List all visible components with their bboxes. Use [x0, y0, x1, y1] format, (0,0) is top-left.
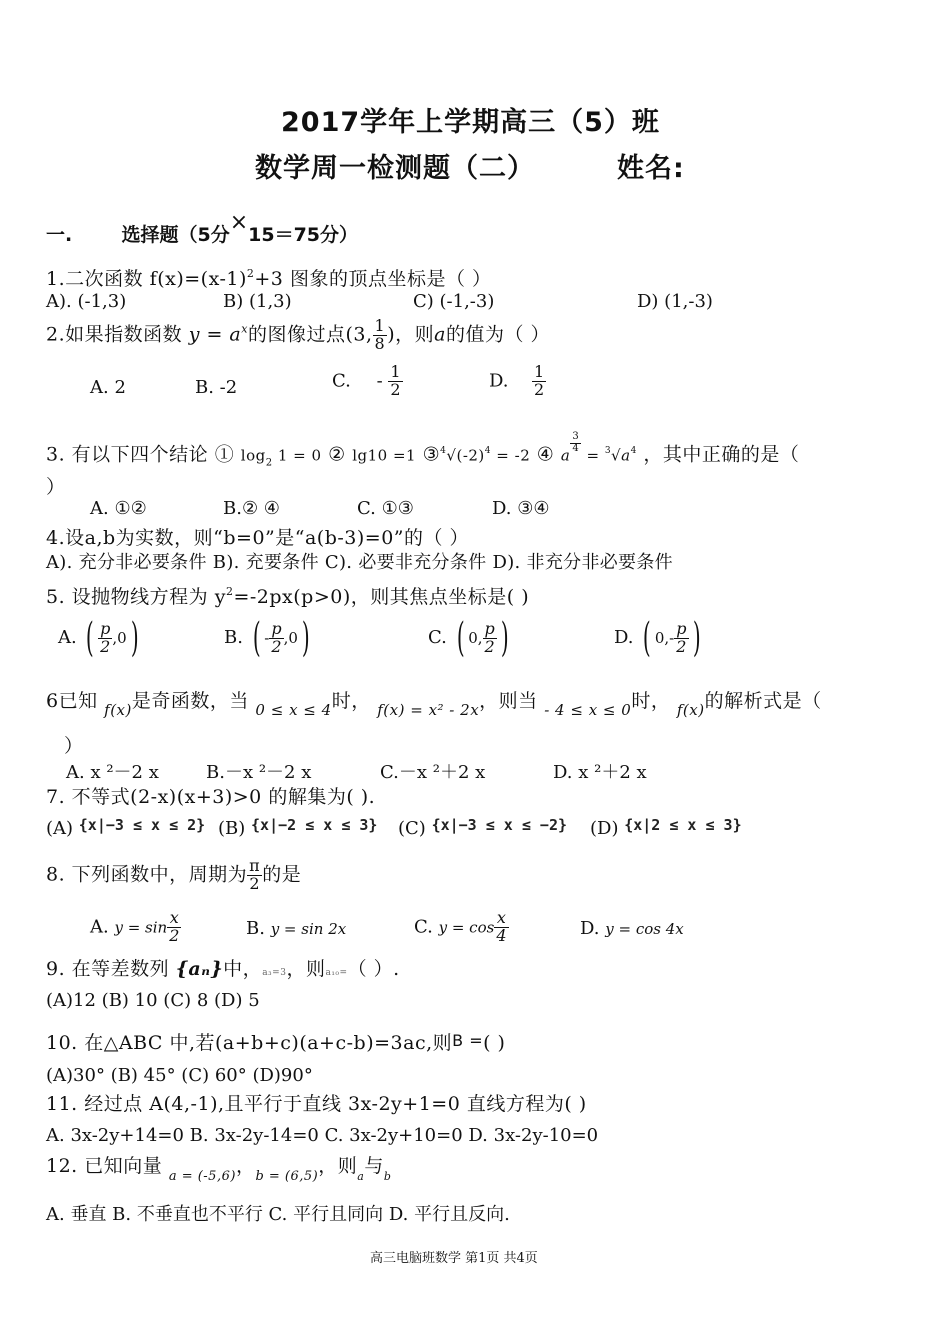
q5-d-den: 2	[676, 636, 687, 656]
q2-stem-d: 的值为（ ）	[445, 323, 551, 346]
q1-option-a: A). (-1,3)	[46, 291, 127, 312]
times-symbol: ×	[229, 210, 249, 235]
q6-f3: f(x)	[676, 701, 705, 719]
section-heading	[46, 210, 359, 247]
q2-stem-c: ，则	[395, 323, 435, 346]
q3-e3sup: 4	[484, 446, 492, 457]
q3-e1a: log	[240, 446, 266, 465]
q9-options: (A)12 (B) 10 (C) 8 (D) 5	[46, 990, 260, 1011]
q10-stem-a: 10. 在△ABC 中,若(a+b+c)(a+c-b)=3ac,则	[46, 1032, 453, 1054]
q3-e1b: 1 = 0	[272, 446, 322, 465]
q2-d-num: 1	[533, 362, 545, 381]
q3-e3b: √(-2)	[446, 446, 485, 465]
q5-a-label: A.	[58, 627, 77, 648]
q5-stem-a: 5. 设抛物线方程为 y	[46, 586, 226, 608]
q5-a-tail: ,0	[112, 629, 127, 647]
q2-stem-b: 的图像过点	[247, 323, 346, 346]
q7-option-c	[398, 818, 567, 839]
q2-func-sup: x	[241, 322, 248, 336]
q8-num: π	[249, 856, 261, 875]
q3-circle-2: ②	[328, 443, 346, 466]
q7-option-b	[218, 818, 377, 839]
q9-stem-b: 中，	[223, 958, 263, 980]
q12-stem-c: ，则	[318, 1155, 358, 1177]
q1-stem-a: 1.二次函数 f(x)=(x-1)	[46, 268, 247, 290]
page-subtitle: 数学周一检测题（二）	[255, 153, 535, 184]
q3-option-c: C. ①③	[357, 498, 414, 519]
question-2	[46, 318, 550, 353]
q5-option-b: B. ( - $\frac{p}{2}$ ,0)	[224, 615, 310, 661]
q6-f2: f(x) = x² - 2x	[377, 701, 480, 719]
q3-option-b: B.② ④	[223, 498, 280, 519]
q5-b-den: 2	[271, 636, 282, 656]
q2-d-label: D.	[489, 370, 509, 392]
q4-options: A). 充分非必要条件 B). 充要条件 C). 必要非充分条件 D). 非充分非必要条件	[46, 552, 673, 573]
name-label: 姓名:	[617, 153, 685, 184]
q8-stem-a: 8. 下列函数中，周期为	[46, 863, 248, 886]
section-title-b: 15＝75分）	[248, 224, 359, 246]
q2-func: y = a	[188, 323, 242, 346]
q5-c-pre: 0,	[468, 629, 483, 647]
question-10	[46, 1028, 505, 1055]
q3-e4c: 3	[604, 446, 612, 457]
q9-stem-a: 9. 在等差数列	[46, 958, 170, 980]
q3-circle-1: ①	[214, 443, 235, 466]
q7-b-label: (B)	[218, 818, 246, 839]
q7-option-a	[46, 818, 205, 839]
question-4: 4.设a,b为实数，则“b=0”是“a(b-3)=0”的（ ）	[46, 527, 470, 549]
q7-a-set: {x|−3 ≤ x ≤ 2}	[78, 816, 206, 834]
q5-d-label: D.	[614, 627, 634, 648]
q6-option-c: C.－x ²＋2 x	[380, 762, 486, 783]
q3-e4sup: 4	[630, 446, 637, 457]
q6-stem-b: 是奇函数，当	[131, 690, 249, 712]
q6-continuation: ）	[64, 735, 84, 757]
q6-option-a: A. x ²－2 x	[66, 762, 159, 783]
q8-c-label: C.	[414, 916, 433, 938]
q8-a-label: A.	[90, 916, 109, 938]
page-footer: 高三电脑班数学 第1页 共4页	[370, 1251, 538, 1266]
q2-point-num: 1	[374, 316, 386, 335]
q11-options: A. 3x-2y+14=0 B. 3x-2y-14=0 C. 3x-2y+10=0 D. 3x-2y-10=0	[46, 1125, 599, 1146]
q8-b-expr: y = sin 2x	[270, 920, 347, 938]
q8-c-expr: y = cos	[438, 918, 495, 937]
q6-stem-c: 时，	[331, 690, 371, 712]
q3-option-a: A. ①②	[90, 498, 147, 519]
q6-option-d: D. x ²＋2 x	[553, 762, 647, 783]
q3-e4num: 3	[572, 431, 580, 442]
q7-d-set: {x|2 ≤ x ≤ 3}	[624, 816, 742, 834]
q12-stem-d: 与	[364, 1155, 384, 1177]
q5-c-label: C.	[428, 627, 447, 648]
question-1	[46, 264, 491, 291]
q9-stem-c: ，则	[286, 958, 326, 980]
q5-c-den: 2	[484, 636, 495, 656]
q1-sup: 2	[246, 267, 255, 280]
q8-option-a	[90, 910, 181, 945]
q5-c-num: p	[484, 618, 495, 638]
q7-b-set: {x|−2 ≤ x ≤ 3}	[251, 816, 378, 834]
q5-a-den: 2	[100, 636, 111, 656]
q12-a: a	[357, 1170, 365, 1183]
q3-e3c: = -2	[491, 446, 531, 465]
q2-d-den: 2	[533, 379, 545, 399]
q8-den: 2	[249, 873, 261, 893]
q3-e1sub: 2	[265, 457, 273, 469]
q12-options: A. 垂直 B. 不垂直也不平行 C. 平行且同向 D. 平行且反向.	[46, 1204, 510, 1225]
q3-e4a: a	[560, 446, 571, 465]
q5-stem-b: =-2px(p>0)，则其焦点坐标是( )	[233, 586, 530, 608]
q7-c-set: {x|−3 ≤ x ≤ −2}	[431, 816, 568, 834]
q3-circle-4: ④	[536, 443, 555, 466]
q3-e4d: √a	[611, 446, 631, 465]
q8-c-num: x	[494, 910, 508, 928]
q6-stem-d: ，则当	[479, 690, 538, 712]
q3-stem-a: 3. 有以下四个结论	[46, 443, 209, 466]
q10-b-eq: B =	[452, 1031, 484, 1050]
q5-option-c: C. ( 0, $\frac{p}{2}$ )	[428, 615, 509, 661]
q5-d-pre: 0,-	[654, 629, 675, 647]
q2-option-d	[489, 364, 546, 399]
q3-e4b: =	[581, 446, 605, 465]
q5-b-label: B.	[224, 627, 243, 648]
q6-option-b: B.－x ²－2 x	[206, 762, 312, 783]
q2-option-c	[332, 364, 403, 399]
q1-stem-b: +3 图象的顶点坐标是（ ）	[254, 268, 492, 290]
q5-option-d: D. ( 0,- $\frac{p}{2}$ )	[614, 615, 701, 661]
q1-option-c: C) (-1,-3)	[413, 291, 495, 312]
q8-a-den: 2	[169, 925, 180, 945]
q5-b-num: p	[271, 618, 282, 638]
q12-vb: b = (6,5)	[255, 1169, 319, 1184]
q8-option-c	[414, 910, 509, 945]
q5-b-pre: -	[264, 629, 270, 647]
q5-d-num: p	[676, 618, 687, 638]
q2-var: a	[434, 323, 446, 346]
q7-d-label: (D)	[590, 818, 619, 839]
q2-c-label: C.	[332, 370, 351, 392]
q3-e4den: 4	[572, 442, 580, 454]
q5-a-num: p	[100, 618, 111, 638]
q7-c-label: (C)	[398, 818, 426, 839]
q8-d-label: D.	[580, 918, 600, 939]
q12-va: a = (-5,6)	[168, 1169, 236, 1184]
question-9	[46, 954, 400, 981]
q12-b: b	[383, 1170, 392, 1183]
q6-stem-e: 时，	[631, 690, 671, 712]
q2-point-den: 8	[374, 333, 386, 353]
q2-stem-a: 2.如果指数函数	[46, 323, 183, 346]
q2-c-sign: -	[376, 370, 383, 392]
section-number: 一.	[46, 224, 73, 246]
question-3	[46, 432, 799, 468]
q8-stem-b: 的是	[262, 863, 302, 886]
q7-option-d	[590, 818, 742, 839]
q10-options: (A)30° (B) 45° (C) 60° (D)90°	[46, 1065, 313, 1086]
q2-option-a: A. 2	[90, 377, 126, 398]
question-8	[46, 858, 301, 893]
page-title: 2017学年上学期高三（5）班	[281, 107, 660, 138]
question-7: 7. 不等式(2-x)(x+3)>0 的解集为( ).	[46, 786, 376, 808]
q2-option-b: B. -2	[195, 377, 238, 398]
q1-option-b: B) (1,3)	[223, 291, 292, 312]
q3-continuation: ）	[46, 476, 66, 498]
q8-a-num: x	[167, 910, 181, 928]
question-12	[46, 1151, 392, 1184]
q6-stem-a: 6已知	[46, 690, 98, 712]
q2-c-num: 1	[390, 362, 401, 381]
section-title-a: 选择题（5分	[121, 224, 230, 246]
q5-b-tail: ,0	[283, 629, 298, 647]
question-5	[46, 582, 529, 609]
q9-faint2: a₁₀=	[325, 968, 348, 978]
q3-e2: lg10 =1	[352, 446, 417, 465]
q8-option-d	[580, 918, 684, 939]
question-6	[46, 686, 822, 719]
q9-stem-d: （ ）.	[347, 958, 400, 980]
q2-c-den: 2	[390, 379, 401, 399]
q6-r2: - 4 ≤ x ≤ 0	[544, 701, 632, 719]
q6-r1: 0 ≤ x ≤ 4	[255, 701, 332, 719]
q12-stem-b: ，	[235, 1155, 256, 1177]
q5-option-a: A. ( $\frac{p}{2}$ ,0)	[58, 615, 139, 661]
q5-sup: 2	[225, 585, 234, 598]
q9-seq: {aₙ}	[175, 958, 224, 980]
q1-option-d: D) (1,-3)	[637, 291, 713, 312]
q8-b-label: B.	[246, 918, 265, 939]
q2-point-a: (3,	[345, 323, 373, 346]
q8-c-den: 4	[496, 925, 507, 945]
q3-e3a: 4	[440, 446, 447, 457]
q6-stem-f: 的解析式是（	[704, 690, 822, 712]
q9-faint: a₃=3	[262, 968, 287, 978]
q3-circle-3: ③	[422, 443, 441, 466]
q8-d-expr: y = cos 4x	[605, 920, 684, 938]
q3-option-d: D. ③④	[492, 498, 550, 519]
q7-a-label: (A)	[46, 818, 74, 839]
q10-stem-b: ( )	[483, 1032, 506, 1054]
q12-stem-a: 12. 已知向量	[46, 1155, 163, 1177]
q2-point-b: )	[387, 323, 396, 346]
q8-a-expr: y = sin	[114, 918, 168, 937]
q3-stem-b: ，其中正确的是（	[643, 443, 800, 466]
q6-f1: f(x)	[104, 701, 132, 719]
q8-option-b	[246, 918, 346, 939]
question-11: 11. 经过点 A(4,-1),且平行于直线 3x-2y+1=0 直线方程为( )	[46, 1093, 587, 1115]
